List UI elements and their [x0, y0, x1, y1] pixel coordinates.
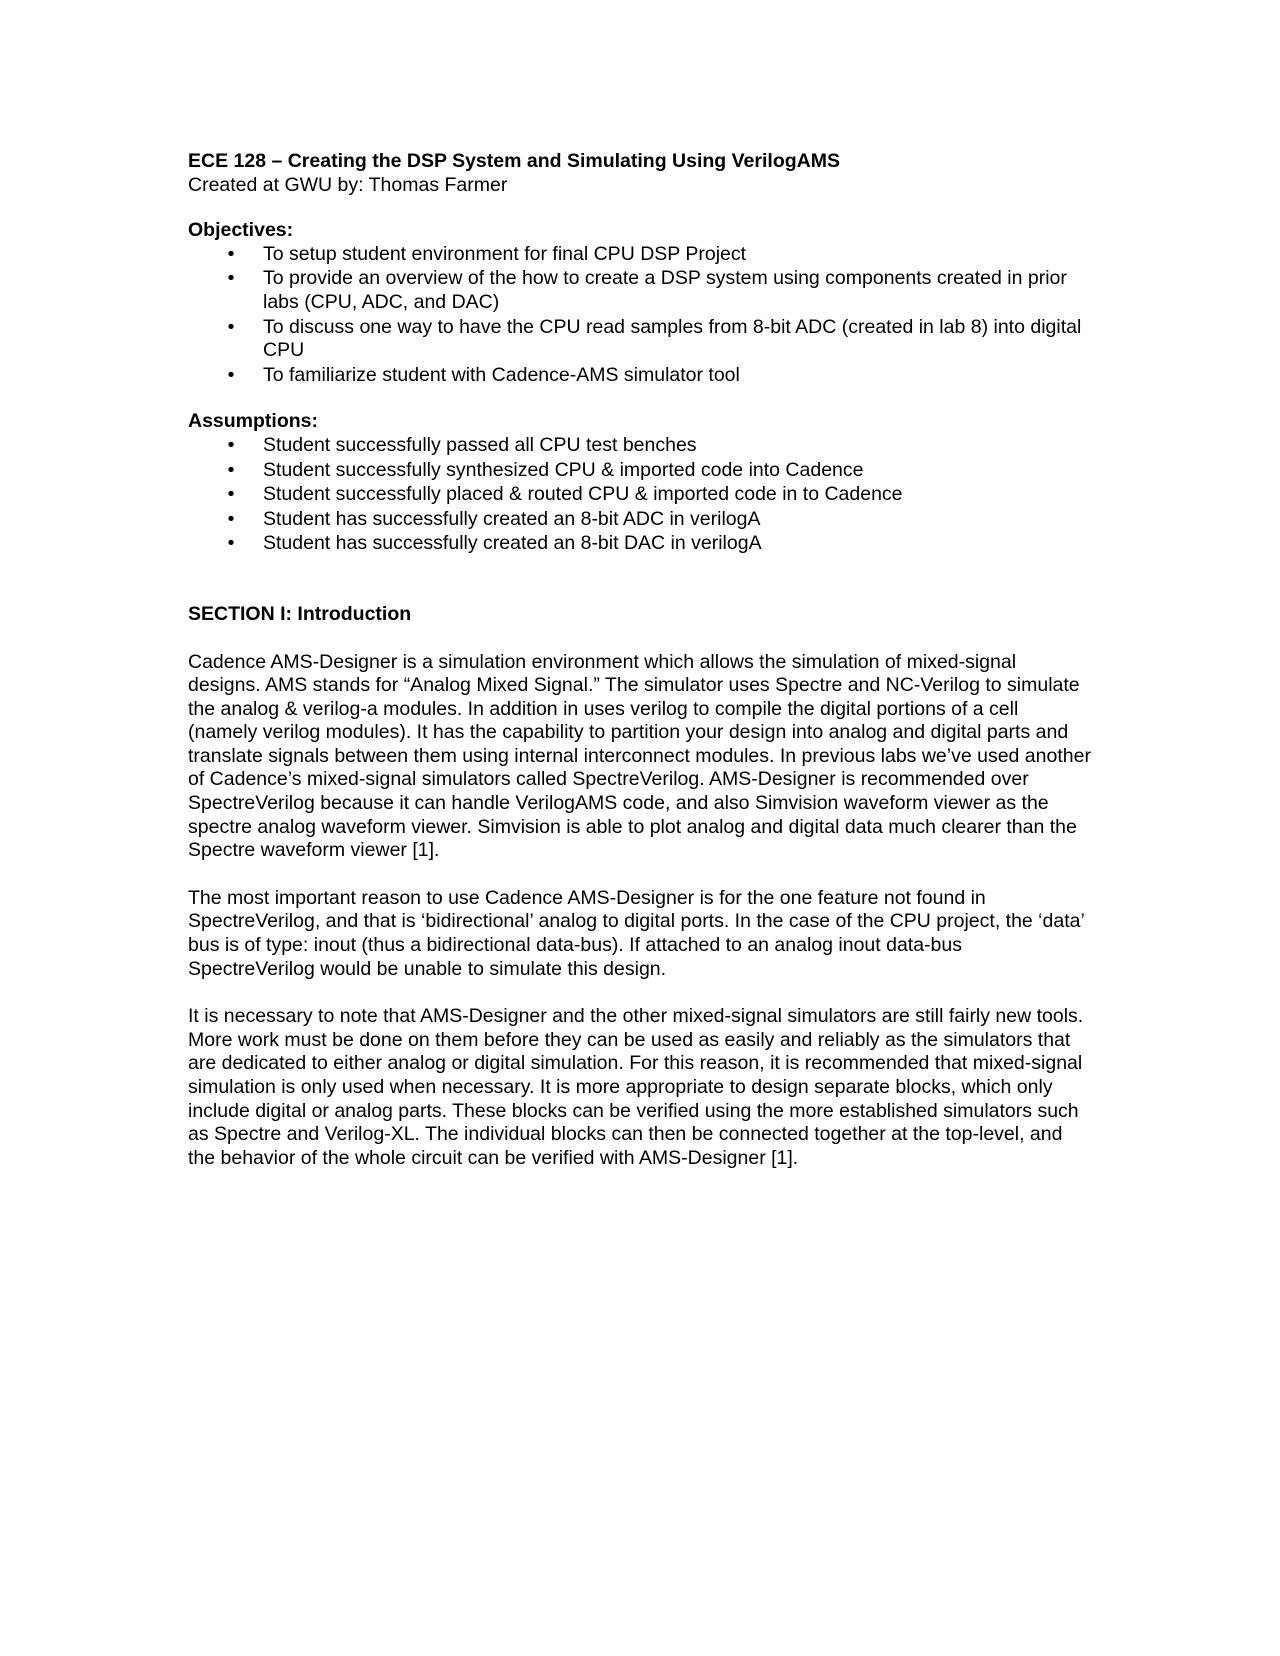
bullet-icon: •: [227, 363, 235, 386]
intro-paragraph-1: Cadence AMS-Designer is a simulation environment which allows the simulation of mixed-signal designs. AMS stands for “Analog Mixed Signal.” The simulator uses Spectre and NC-Verilog to simulate the analog & verilog-a modules. In addition in uses verilog to compile the digital portions of a cell (namely verilog modules). It has the capability to partition your design into analog and digital parts and translate signals between them using internal interconnect modules. In previous labs we’ve used another of Cadence’s mixed-signal simulators called SpectreVerilog. AMS-Designer is recommended over SpectreVerilog because it can handle VerilogAMS code, and also Simvision waveform viewer as the spectre analog waveform viewer. Simvision is able to plot analog and digital data much clearer than the Spectre waveform viewer [1].: [188, 650, 1091, 862]
list-item: [188, 316, 1093, 363]
bullet-icon: •: [227, 483, 235, 506]
document-title: ECE 128 – Creating the DSP System and Simulating Using VerilogAMS: [188, 150, 840, 172]
objective-text: To setup student environment for final CPU DSP Project: [263, 242, 747, 265]
list-item: [188, 532, 1093, 556]
section-heading: SECTION I: Introduction: [188, 602, 412, 625]
page-content: [188, 150, 1093, 1170]
list-item: [188, 364, 1093, 388]
bullet-icon: •: [227, 507, 235, 530]
objectives-list: [188, 243, 1093, 388]
assumption-text: Student successfully passed all CPU test benches: [263, 433, 697, 456]
bullet-icon: •: [227, 433, 235, 456]
assumption-text: Student successfully placed & routed CPU & imported code in to Cadence: [263, 483, 903, 506]
assumption-text: Student has successfully created an 8-bit ADC in verilogA: [263, 507, 761, 530]
bullet-icon: •: [227, 532, 235, 555]
objective-text: To discuss one way to have the CPU read samples from 8-bit ADC (created in lab 8) into digital CPU: [263, 315, 1082, 362]
bullet-icon: •: [227, 242, 235, 265]
list-item: [188, 459, 1093, 483]
list-item: [188, 508, 1093, 532]
assumptions-heading: Assumptions:: [188, 410, 319, 433]
list-item: [188, 434, 1093, 458]
author-line: Created at GWU by: Thomas Farmer: [188, 173, 508, 196]
intro-paragraph-2: The most important reason to use Cadence AMS-Designer is for the one feature not found in SpectreVerilog, and that is ‘bidirectional’ analog to digital ports. In the case of the CPU project, the ‘data’ bus is of type: inout (thus a bidirectional data-bus). If attached to an analog inout data-bus SpectreVerilog would be unable to simulate this design.: [188, 886, 1085, 980]
assumption-text: Student successfully synthesized CPU & imported code into Cadence: [263, 458, 864, 481]
list-item: [188, 267, 1093, 314]
assumption-text: Student has successfully created an 8-bit DAC in verilogA: [263, 532, 762, 555]
bullet-icon: •: [227, 315, 235, 338]
objective-text: To provide an overview of the how to create a DSP system using components created in prior labs (CPU, ADC, and DAC): [263, 267, 1067, 313]
bullet-icon: •: [227, 267, 235, 290]
intro-paragraph-3: It is necessary to note that AMS-Designer and the other mixed-signal simulators are still fairly new tools. More work must be done on them before they can be used as easily and reliably as the simulators that are dedicated to either analog or digital simulation. For this reason, it is recommended that mixed-signal simulation is only used when necessary. It is more appropriate to design separate blocks, which only include digital or analog parts. These blocks can be verified using the more established simulators such as Spectre and Verilog-XL. The individual blocks can then be connected together at the top-level, and the behavior of the whole circuit can be verified with AMS-Designer [1].: [188, 1005, 1084, 1169]
objective-text: To familiarize student with Cadence-AMS simulator tool: [263, 363, 740, 386]
list-item: [188, 483, 1093, 507]
objectives-heading: Objectives:: [188, 219, 294, 242]
list-item: [188, 243, 1093, 267]
assumptions-list: [188, 434, 1093, 556]
bullet-icon: •: [227, 458, 235, 481]
